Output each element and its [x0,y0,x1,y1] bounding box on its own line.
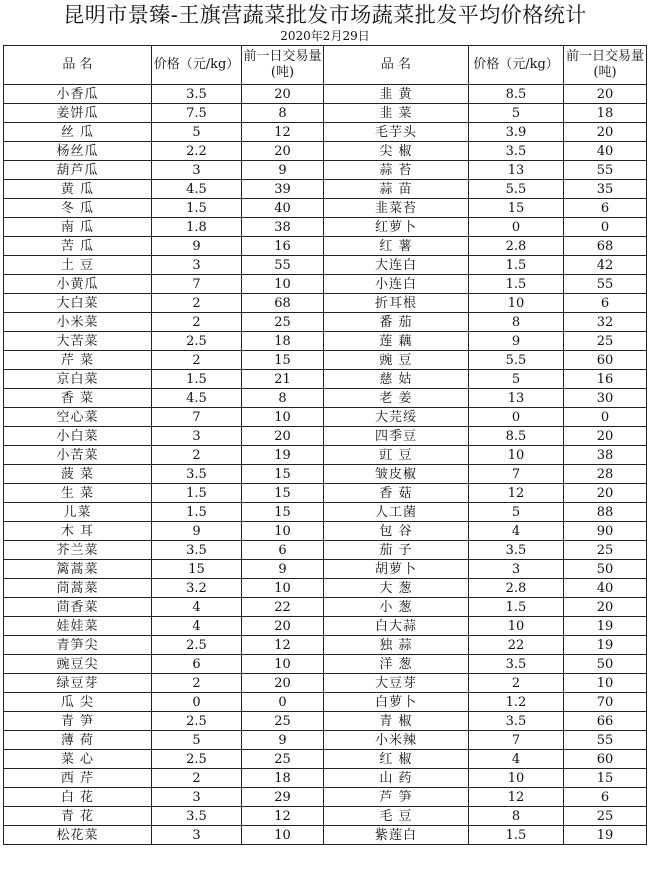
volume-right: 25 [564,807,647,826]
table-row [4,826,647,845]
price-right: 5 [469,370,564,389]
volume-right: 6 [564,294,647,313]
price-right: 13 [469,389,564,408]
volume-left: 9 [242,731,324,750]
table-row [4,484,647,503]
price-left: 0 [152,693,242,712]
table-row [4,389,647,408]
volume-left: 12 [242,636,324,655]
vegetable-name-left: 薄 荷 [4,731,152,750]
price-right: 9 [469,332,564,351]
vegetable-name-left: 芹 菜 [4,351,152,370]
price-right: 3.5 [469,712,564,731]
price-left: 5 [152,123,242,142]
volume-right: 20 [564,85,647,104]
volume-left: 18 [242,769,324,788]
price-left: 4 [152,598,242,617]
price-left: 2.5 [152,712,242,731]
price-right: 15 [469,199,564,218]
price-left: 1.5 [152,484,242,503]
table-row [4,351,647,370]
table-row [4,161,647,180]
vegetable-name-left: 黄 瓜 [4,180,152,199]
price-right: 0 [469,408,564,427]
price-left: 1.8 [152,218,242,237]
vegetable-name-left: 松花菜 [4,826,152,845]
price-left: 2.5 [152,750,242,769]
volume-right: 70 [564,693,647,712]
volume-left: 55 [242,256,324,275]
price-right: 7 [469,465,564,484]
table-row [4,218,647,237]
table-row [4,750,647,769]
vegetable-name-left: 杨丝瓜 [4,142,152,161]
vegetable-name-left: 菠 菜 [4,465,152,484]
report-date: 2020年2月29日 [280,29,370,43]
vegetable-name-left: 丝 瓜 [4,123,152,142]
price-right: 12 [469,484,564,503]
price-left: 2 [152,446,242,465]
volume-right: 19 [564,617,647,636]
vegetable-name-left: 豌豆尖 [4,655,152,674]
table-row [4,294,647,313]
vegetable-name-right: 大连白 [324,256,469,275]
volume-left: 15 [242,351,324,370]
vegetable-name-left: 儿菜 [4,503,152,522]
price-right: 1.5 [469,826,564,845]
volume-right: 40 [564,579,647,598]
price-left: 9 [152,237,242,256]
volume-left: 20 [242,617,324,636]
price-left: 2 [152,313,242,332]
vegetable-name-left: 京白菜 [4,370,152,389]
volume-right: 10 [564,674,647,693]
price-right: 1.5 [469,275,564,294]
vegetable-name-right: 胡萝卜 [324,560,469,579]
vegetable-name-right: 独 蒜 [324,636,469,655]
header-name-left: 品 名 [4,46,152,85]
volume-right: 20 [564,598,647,617]
vegetable-name-right: 莲 藕 [324,332,469,351]
price-left: 7 [152,275,242,294]
volume-left: 8 [242,104,324,123]
volume-left: 9 [242,560,324,579]
price-left: 1.5 [152,370,242,389]
vegetable-name-left: 白 花 [4,788,152,807]
vegetable-name-left: 绿豆芽 [4,674,152,693]
vegetable-name-left: 菜 心 [4,750,152,769]
vegetable-name-left: 大白菜 [4,294,152,313]
volume-right: 20 [564,123,647,142]
page-title: 昆明市景臻-王旗营蔬菜批发市场蔬菜批发平均价格统计 [63,3,587,27]
table-row [4,313,647,332]
table-row [4,256,647,275]
vegetable-name-left: 小苦菜 [4,446,152,465]
price-right: 10 [469,617,564,636]
vegetable-name-right: 芦 笋 [324,788,469,807]
price-left: 3 [152,826,242,845]
table-row [4,560,647,579]
price-left: 2 [152,351,242,370]
price-left: 7.5 [152,104,242,123]
volume-left: 15 [242,484,324,503]
table-row [4,693,647,712]
vegetable-name-right: 韭 黄 [324,85,469,104]
volume-left: 21 [242,370,324,389]
header-name-right: 品 名 [324,46,469,85]
volume-left: 10 [242,655,324,674]
volume-left: 68 [242,294,324,313]
volume-right: 40 [564,142,647,161]
vegetable-name-left: 南 瓜 [4,218,152,237]
price-left: 2.2 [152,142,242,161]
table-row [4,199,647,218]
vegetable-name-right: 包 谷 [324,522,469,541]
volume-right: 0 [564,408,647,427]
price-right: 3 [469,560,564,579]
vegetable-name-right: 番 茄 [324,313,469,332]
price-left: 4.5 [152,389,242,408]
price-left: 3.5 [152,85,242,104]
price-right: 3.9 [469,123,564,142]
vegetable-name-left: 土 豆 [4,256,152,275]
volume-right: 55 [564,731,647,750]
vegetable-name-left: 瓜 尖 [4,693,152,712]
price-left: 2.5 [152,636,242,655]
table-row [4,237,647,256]
vegetable-name-left: 空心菜 [4,408,152,427]
price-left: 3 [152,256,242,275]
volume-right: 18 [564,104,647,123]
volume-right: 38 [564,446,647,465]
price-right: 2 [469,674,564,693]
vegetable-name-left: 大苦菜 [4,332,152,351]
vegetable-name-left: 葫芦瓜 [4,161,152,180]
table-row [4,427,647,446]
volume-right: 42 [564,256,647,275]
table-row [4,465,647,484]
vegetable-name-left: 西 芹 [4,769,152,788]
volume-right: 50 [564,655,647,674]
vegetable-name-right: 韭 菜 [324,104,469,123]
volume-left: 12 [242,123,324,142]
table-row [4,769,647,788]
volume-left: 12 [242,807,324,826]
vegetable-name-right: 山 药 [324,769,469,788]
price-left: 3 [152,161,242,180]
vegetable-name-right: 小连白 [324,275,469,294]
volume-right: 25 [564,332,647,351]
table-row [4,370,647,389]
price-left: 3 [152,788,242,807]
volume-right: 88 [564,503,647,522]
price-table [3,45,647,845]
price-left: 3 [152,427,242,446]
vegetable-name-right: 白大蒜 [324,617,469,636]
vegetable-name-right: 豇 豆 [324,446,469,465]
header-price-left: 价格（元/kg） [152,46,242,85]
volume-left: 10 [242,275,324,294]
volume-left: 15 [242,465,324,484]
price-left: 2.5 [152,332,242,351]
price-right: 13 [469,161,564,180]
vegetable-name-left: 茴香菜 [4,598,152,617]
price-left: 1.5 [152,199,242,218]
vegetable-name-right: 毛 豆 [324,807,469,826]
price-left: 3.5 [152,807,242,826]
vegetable-name-right: 大芫绥 [324,408,469,427]
price-left: 1.5 [152,503,242,522]
price-left: 2 [152,769,242,788]
price-right: 3.5 [469,655,564,674]
price-left: 3.5 [152,465,242,484]
price-right: 10 [469,294,564,313]
vegetable-name-right: 小米辣 [324,731,469,750]
volume-right: 90 [564,522,647,541]
price-left: 6 [152,655,242,674]
table-row [4,579,647,598]
price-right: 0 [469,218,564,237]
volume-right: 32 [564,313,647,332]
vegetable-name-right: 老 姜 [324,389,469,408]
vegetable-name-right: 皱皮椒 [324,465,469,484]
volume-right: 6 [564,788,647,807]
volume-left: 10 [242,579,324,598]
table-row [4,408,647,427]
table-row [4,275,647,294]
vegetable-name-left: 小米菜 [4,313,152,332]
vegetable-name-right: 豌 豆 [324,351,469,370]
volume-left: 0 [242,693,324,712]
vegetable-name-right: 洋 葱 [324,655,469,674]
volume-left: 19 [242,446,324,465]
volume-right: 68 [564,237,647,256]
price-right: 4 [469,750,564,769]
table-row [4,142,647,161]
vegetable-name-left: 青笋尖 [4,636,152,655]
vegetable-name-right: 慈 姑 [324,370,469,389]
vegetable-name-right: 紫莲白 [324,826,469,845]
volume-left: 25 [242,712,324,731]
volume-left: 20 [242,142,324,161]
vegetable-name-right: 韭菜苔 [324,199,469,218]
vegetable-name-right: 红 椒 [324,750,469,769]
price-left: 4.5 [152,180,242,199]
table-row [4,104,647,123]
table-row [4,674,647,693]
price-right: 8 [469,807,564,826]
volume-left: 9 [242,161,324,180]
price-left: 5 [152,731,242,750]
volume-left: 6 [242,541,324,560]
vegetable-name-right: 红萝卜 [324,218,469,237]
volume-left: 8 [242,389,324,408]
table-row [4,123,647,142]
vegetable-name-right: 香 菇 [324,484,469,503]
price-left: 15 [152,560,242,579]
price-right: 10 [469,446,564,465]
table-row [4,617,647,636]
price-right: 1.5 [469,598,564,617]
price-right: 5.5 [469,351,564,370]
vegetable-name-right: 尖 椒 [324,142,469,161]
price-left: 4 [152,617,242,636]
volume-right: 60 [564,750,647,769]
volume-right: 15 [564,769,647,788]
price-right: 2.8 [469,579,564,598]
price-right: 5 [469,104,564,123]
price-left: 2 [152,674,242,693]
table-header-row [4,46,647,85]
volume-right: 66 [564,712,647,731]
volume-left: 10 [242,408,324,427]
volume-right: 0 [564,218,647,237]
table-row [4,807,647,826]
vegetable-name-right: 折耳根 [324,294,469,313]
header-volume-left: 前一日交易量(吨) [242,46,324,85]
volume-left: 39 [242,180,324,199]
price-right: 8.5 [469,427,564,446]
price-right: 8.5 [469,85,564,104]
volume-right: 60 [564,351,647,370]
volume-right: 19 [564,826,647,845]
vegetable-name-right: 白萝卜 [324,693,469,712]
vegetable-name-left: 生 菜 [4,484,152,503]
price-right: 5.5 [469,180,564,199]
vegetable-name-right: 青 椒 [324,712,469,731]
table-row [4,598,647,617]
vegetable-name-left: 娃娃菜 [4,617,152,636]
price-left: 9 [152,522,242,541]
volume-left: 15 [242,503,324,522]
volume-right: 55 [564,161,647,180]
vegetable-name-right: 蒜 苗 [324,180,469,199]
vegetable-name-left: 小香瓜 [4,85,152,104]
vegetable-name-left: 香 菜 [4,389,152,408]
volume-left: 25 [242,313,324,332]
vegetable-name-left: 苦 瓜 [4,237,152,256]
volume-left: 40 [242,199,324,218]
vegetable-name-right: 小 葱 [324,598,469,617]
table-row [4,446,647,465]
price-left: 3.5 [152,541,242,560]
table-row [4,788,647,807]
volume-right: 30 [564,389,647,408]
table-row [4,180,647,199]
volume-left: 29 [242,788,324,807]
price-right: 1.2 [469,693,564,712]
table-row [4,503,647,522]
table-row [4,636,647,655]
vegetable-name-left: 姜饼瓜 [4,104,152,123]
vegetable-name-right: 红 薯 [324,237,469,256]
table-row [4,522,647,541]
volume-right: 20 [564,484,647,503]
vegetable-name-right: 大 葱 [324,579,469,598]
price-right: 10 [469,769,564,788]
table-row [4,85,647,104]
volume-left: 10 [242,826,324,845]
volume-left: 10 [242,522,324,541]
volume-right: 19 [564,636,647,655]
vegetable-name-right: 大豆芽 [324,674,469,693]
volume-right: 50 [564,560,647,579]
table-row [4,332,647,351]
vegetable-name-right: 四季豆 [324,427,469,446]
price-right: 4 [469,522,564,541]
vegetable-name-left: 小白菜 [4,427,152,446]
vegetable-name-left: 茼蒿菜 [4,579,152,598]
volume-left: 22 [242,598,324,617]
volume-right: 6 [564,199,647,218]
volume-left: 18 [242,332,324,351]
volume-left: 38 [242,218,324,237]
table-row [4,541,647,560]
vegetable-name-left: 小黄瓜 [4,275,152,294]
volume-left: 20 [242,85,324,104]
price-right: 3.5 [469,541,564,560]
table-row [4,731,647,750]
price-right: 2.8 [469,237,564,256]
volume-right: 35 [564,180,647,199]
vegetable-name-right: 人工菌 [324,503,469,522]
volume-right: 28 [564,465,647,484]
vegetable-name-left: 木 耳 [4,522,152,541]
header-volume-right: 前一日交易量(吨) [564,46,647,85]
volume-left: 20 [242,427,324,446]
price-right: 7 [469,731,564,750]
volume-right: 16 [564,370,647,389]
vegetable-name-right: 蒜 苔 [324,161,469,180]
price-right: 5 [469,503,564,522]
table-row [4,712,647,731]
vegetable-name-left: 冬 瓜 [4,199,152,218]
volume-left: 25 [242,750,324,769]
price-right: 22 [469,636,564,655]
volume-right: 55 [564,275,647,294]
vegetable-name-right: 茄 子 [324,541,469,560]
vegetable-name-left: 青 笋 [4,712,152,731]
price-right: 12 [469,788,564,807]
vegetable-name-left: 篱蒿菜 [4,560,152,579]
price-left: 3.2 [152,579,242,598]
volume-left: 20 [242,674,324,693]
price-left: 7 [152,408,242,427]
vegetable-name-left: 青 花 [4,807,152,826]
vegetable-name-left: 芥兰菜 [4,541,152,560]
header-price-right: 价格（元/kg） [469,46,564,85]
volume-right: 25 [564,541,647,560]
table-row [4,655,647,674]
volume-right: 20 [564,427,647,446]
price-right: 3.5 [469,142,564,161]
price-right: 8 [469,313,564,332]
volume-left: 16 [242,237,324,256]
price-left: 2 [152,294,242,313]
vegetable-name-right: 毛芋头 [324,123,469,142]
price-right: 1.5 [469,256,564,275]
